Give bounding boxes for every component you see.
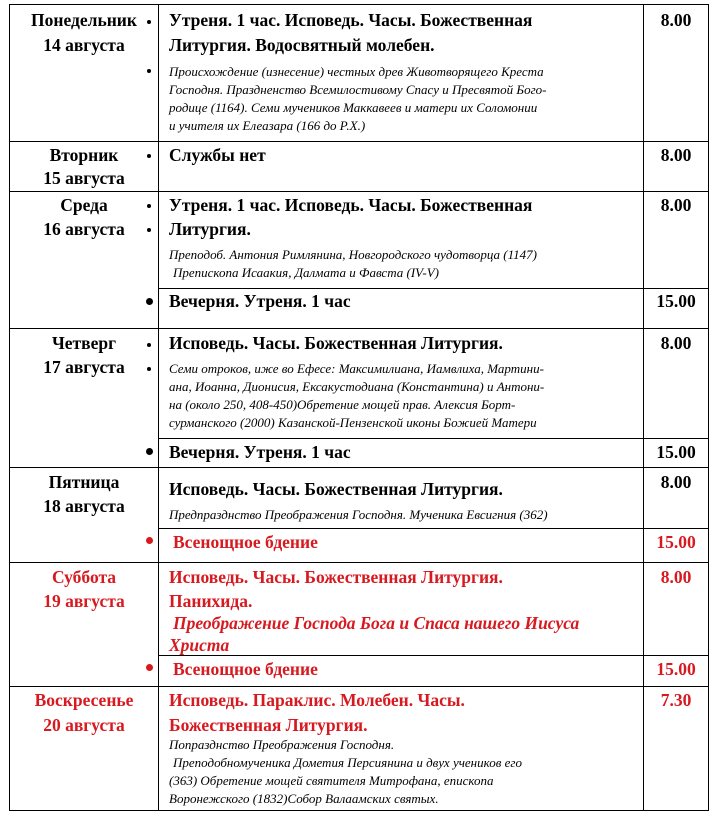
service-time: 8.00	[660, 10, 692, 30]
day-name: Суббота	[51, 567, 117, 587]
feast-line: на (около 250, 408-450)Обретение мощей прав. Алексия Борт-	[169, 397, 516, 412]
feast-line: Происхождение (изнесение) честных древ Животворящего Креста	[169, 64, 544, 79]
bullet-icon	[147, 69, 151, 73]
day-date: 17 августа	[43, 357, 125, 377]
service-time: 8.00	[660, 195, 692, 215]
day-date: 16 августа	[43, 219, 125, 239]
feast-line: Господня. Праздненство Всемилостивому Спасу и Пресвятой Бого-	[169, 82, 547, 97]
service-time: 15.00	[656, 532, 696, 552]
bullet-icon	[147, 228, 151, 232]
block-divider	[158, 438, 708, 439]
feast-line: ана, Иоанна, Дионисия, Ексакустодиана (Константина) и Антони-	[169, 379, 545, 394]
day-name: Четверг	[51, 333, 117, 353]
service-time: 15.00	[656, 291, 696, 311]
service-line: Панихида.	[169, 591, 253, 611]
bullet-icon	[147, 343, 151, 347]
bullet-icon	[146, 448, 153, 455]
feast-line: Предпразднство Преображения Господня. Мученика Евсигния (362)	[169, 507, 548, 522]
feast-line: Преображение Господа Бога и Спаса нашего Иисуса	[173, 613, 580, 633]
service-line: Исповедь. Часы. Божественная Литургия.	[169, 333, 503, 353]
feast-line: и учителя их Елеазара (166 до Р.Х.)	[169, 118, 366, 133]
row-divider	[10, 191, 708, 192]
block-divider	[158, 528, 708, 529]
service-line: Вечерня. Утреня. 1 час	[169, 442, 351, 462]
service-time: 8.00	[660, 567, 692, 587]
feast-line: Препископа Исаакия, Далмата и Фавста (IV-V)	[173, 265, 439, 280]
bullet-icon	[146, 537, 153, 544]
service-line: Литургия.	[169, 219, 251, 239]
day-name: Пятница	[48, 472, 120, 492]
row-divider	[10, 141, 708, 142]
bullet-icon	[147, 204, 151, 208]
feast-line: родице (1164). Семи мучеников Маккавеев и матери их Соломонии	[169, 100, 538, 115]
service-line: Исповедь. Часы. Божественная Литургия.	[169, 567, 503, 587]
feast-line: Попразднство Преображения Господня.	[169, 737, 395, 752]
day-name: Понедельник	[31, 10, 137, 30]
feast-line: Преподобномученика Дометия Персиянина и двух учеников его	[173, 755, 522, 770]
day-name: Вторник	[49, 145, 119, 165]
day-date: 18 августа	[43, 496, 125, 516]
schedule-table	[9, 4, 709, 811]
day-name: Среда	[60, 195, 108, 215]
service-line: Исповедь. Часы. Божественная Литургия.	[169, 479, 503, 499]
bullet-icon	[147, 367, 151, 371]
service-line: Исповедь. Параклис. Молебен. Часы.	[169, 690, 465, 710]
feast-line: Семи отроков, иже во Ефесе: Максимилиана, Иамвлиха, Мартини-	[169, 361, 544, 376]
bullet-icon	[147, 20, 151, 24]
feast-line: сурманского (2000) Казанской-Пензенской иконы Божией Матери	[169, 415, 537, 430]
feast-line: Христа	[169, 635, 230, 655]
day-date: 19 августа	[43, 591, 125, 611]
bullet-icon	[146, 664, 153, 671]
service-line: Всенощное бдение	[173, 532, 318, 552]
feast-line: Преподоб. Антония Римлянина, Новгородского чудотворца (1147)	[169, 247, 537, 262]
row-divider	[10, 686, 708, 687]
service-time: 8.00	[660, 472, 692, 492]
row-divider	[10, 328, 708, 329]
bullet-icon	[147, 154, 151, 158]
day-name: Воскресенье	[34, 690, 134, 710]
bullet-icon	[146, 298, 153, 305]
column-divider	[158, 5, 159, 810]
service-line: Службы нет	[169, 145, 266, 165]
day-date: 20 августа	[43, 715, 125, 735]
service-time: 8.00	[660, 145, 692, 165]
service-line: Всенощное бдение	[173, 659, 318, 679]
service-time: 8.00	[660, 333, 692, 353]
service-line: Божественная Литургия.	[169, 715, 368, 735]
service-time: 15.00	[656, 442, 696, 462]
service-time: 7.30	[660, 690, 692, 710]
service-time: 15.00	[656, 659, 696, 679]
service-line: Литургия. Водосвятный молебен.	[169, 35, 435, 55]
day-date: 15 августа	[43, 168, 125, 188]
service-line: Утреня. 1 час. Исповедь. Часы. Божественная	[169, 10, 533, 30]
feast-line: Воронежского (1832)Собор Валаамских святых.	[169, 791, 439, 806]
block-divider	[158, 655, 708, 656]
feast-line: (363) Обретение мощей святителя Митрофана, епископа	[169, 773, 494, 788]
service-line: Утреня. 1 час. Исповедь. Часы. Божественная	[169, 195, 533, 215]
service-line: Вечерня. Утреня. 1 час	[169, 291, 351, 311]
row-divider	[10, 467, 708, 468]
day-date: 14 августа	[43, 35, 125, 55]
row-divider	[10, 562, 708, 563]
block-divider	[158, 288, 708, 289]
